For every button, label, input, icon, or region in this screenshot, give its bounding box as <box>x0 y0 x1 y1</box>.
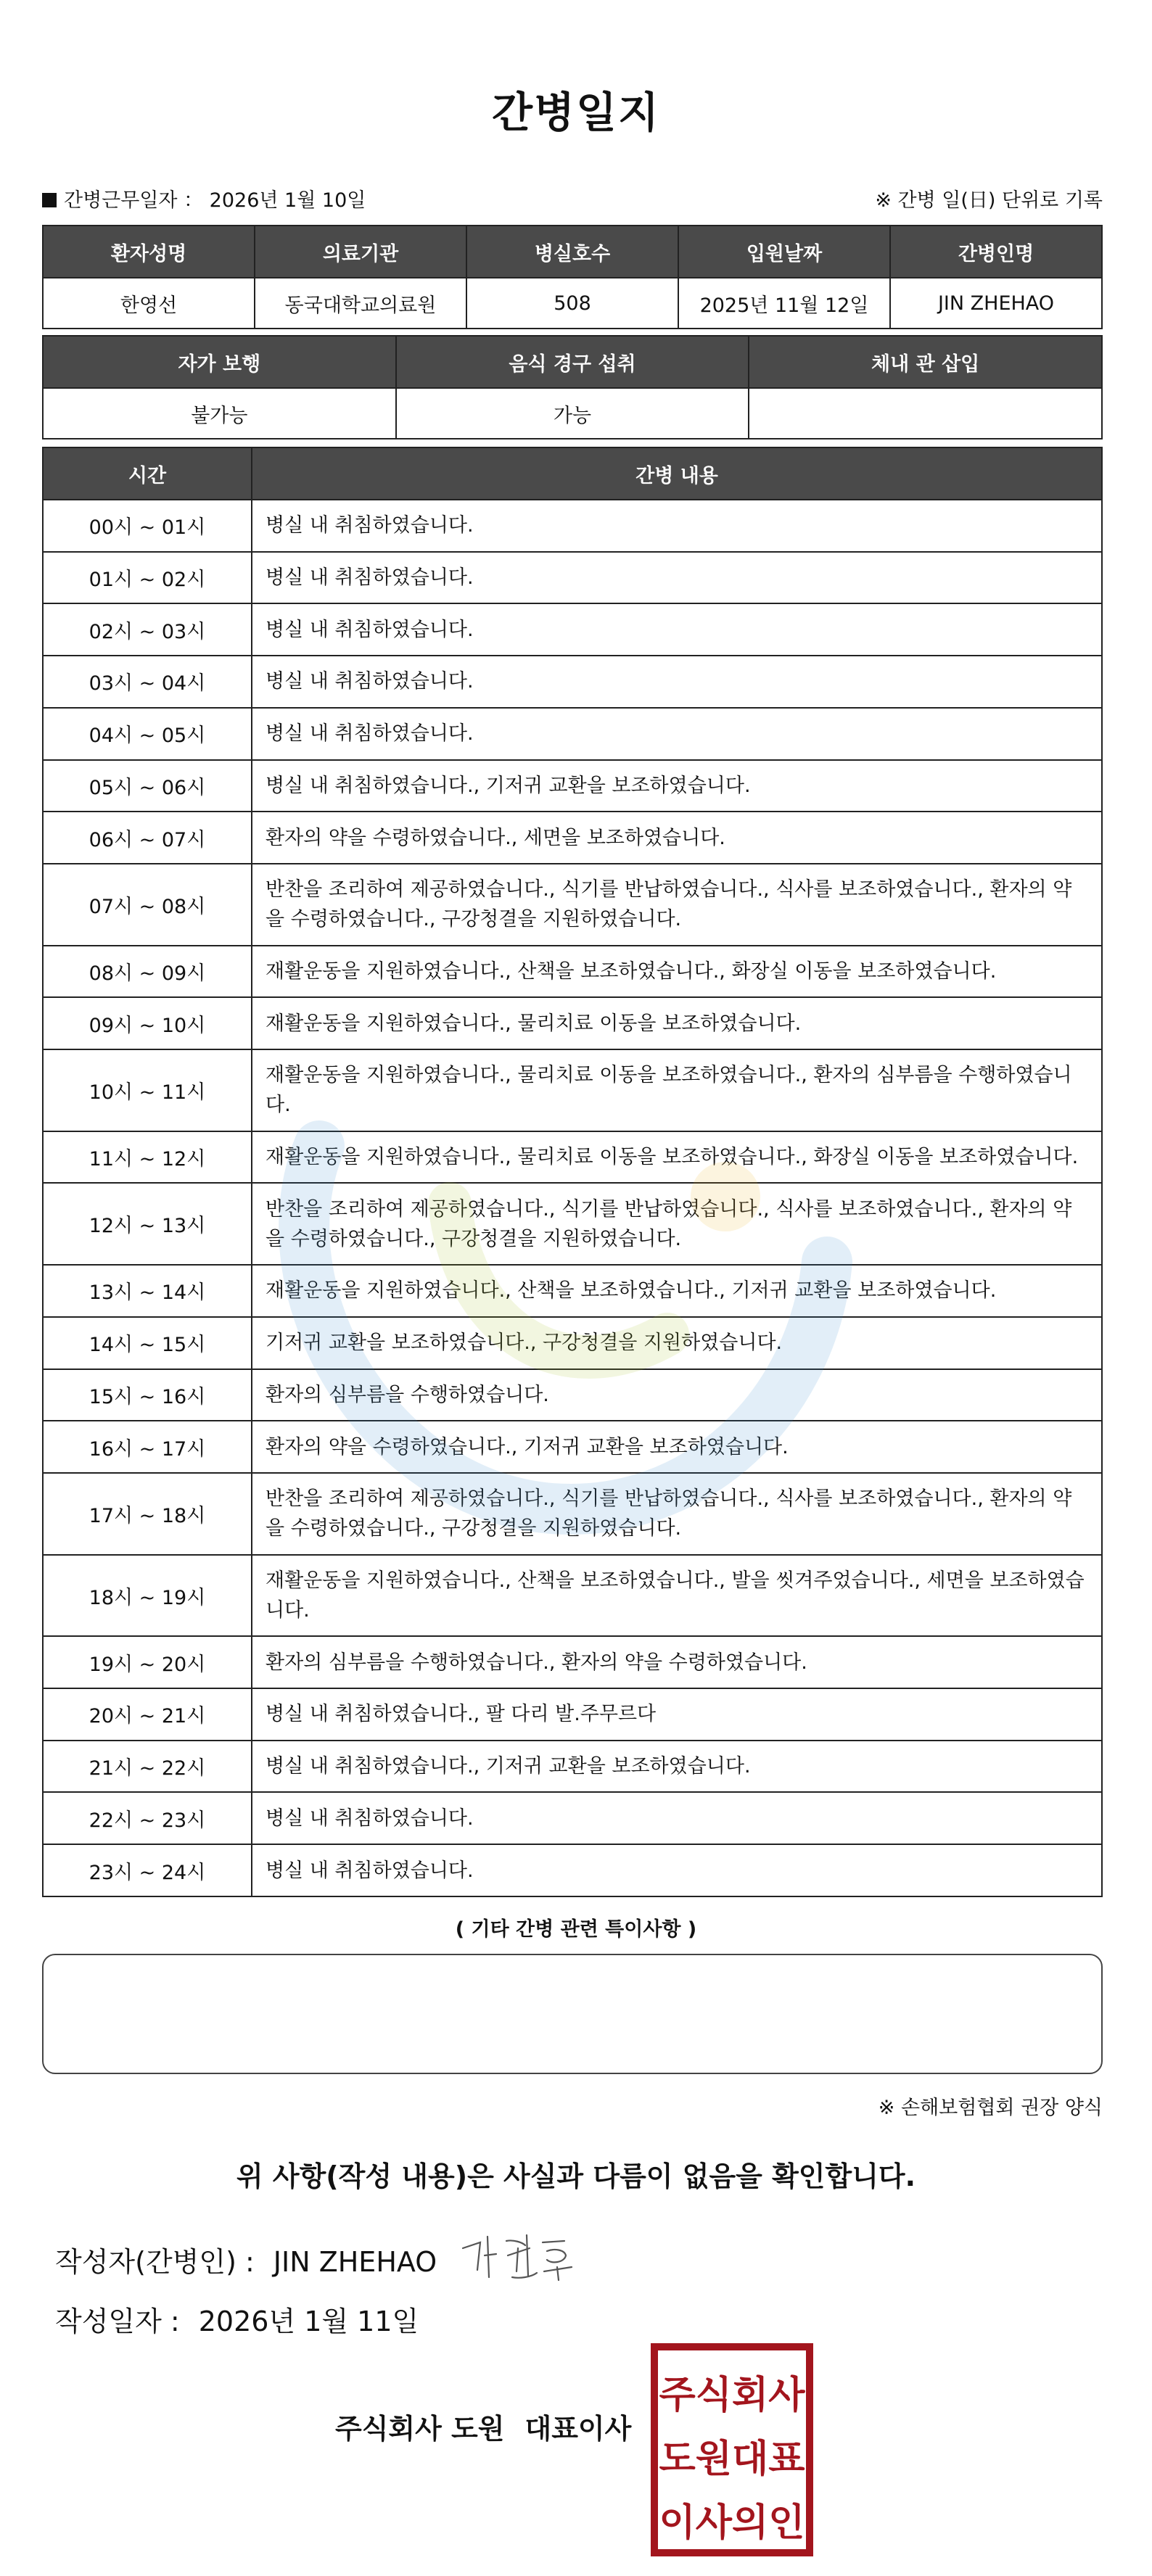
time-slot: 13시 ~ 14시 <box>43 1265 252 1317</box>
caregiver-name: JIN ZHEHAO <box>890 278 1102 329</box>
table-row <box>43 1131 1102 1184</box>
writer-label: 작성자(간병인) : <box>55 2246 255 2278</box>
table-row <box>43 997 1102 1049</box>
care-content: 병실 내 취침하였습니다. <box>252 656 1102 708</box>
time-slot: 04시 ~ 05시 <box>43 708 252 760</box>
table-row <box>43 1555 1102 1637</box>
company-name: 주식회사 도원 <box>335 2413 505 2445</box>
table-row <box>43 552 1102 604</box>
time-slot: 05시 ~ 06시 <box>43 760 252 812</box>
time-slot: 06시 ~ 07시 <box>43 812 252 864</box>
seal-line-1: 주식회사 <box>659 2374 805 2417</box>
time-slot: 03시 ~ 04시 <box>43 656 252 708</box>
time-slot: 18시 ~ 19시 <box>43 1555 252 1637</box>
care-content: 병실 내 취침하였습니다. <box>252 1792 1102 1844</box>
patient-name: 한영선 <box>43 278 255 329</box>
header-walking: 자가 보행 <box>43 336 396 388</box>
table-row <box>43 1688 1102 1741</box>
care-content: 재활운동을 지원하였습니다., 물리치료 이동을 보조하였습니다., 화장실 이동을 보조하였습니다. <box>252 1131 1102 1184</box>
care-content: 환자의 약을 수령하였습니다., 기저귀 교환을 보조하였습니다. <box>252 1421 1102 1473</box>
written-date-line <box>55 2299 419 2339</box>
room-number: 508 <box>466 278 678 329</box>
seal-line-2: 도원대표 <box>659 2437 805 2481</box>
care-content: 재활운동을 지원하였습니다., 물리치료 이동을 보조하였습니다. <box>252 997 1102 1049</box>
care-content: 환자의 약을 수령하였습니다., 세면을 보조하였습니다. <box>252 812 1102 864</box>
time-slot: 11시 ~ 12시 <box>43 1131 252 1184</box>
care-content: 반찬을 조리하여 제공하였습니다., 식기를 반납하였습니다., 식사를 보조하였습니다., 환자의 약을 수령하였습니다., 구강청결을 지원하였습니다. <box>252 864 1102 946</box>
time-slot: 14시 ~ 15시 <box>43 1317 252 1369</box>
header-tube: 체내 관 삽입 <box>749 336 1102 388</box>
table-row <box>43 864 1102 946</box>
care-content: 병실 내 취침하였습니다., 기저귀 교환을 보조하였습니다. <box>252 1741 1102 1793</box>
header-time: 시간 <box>43 447 252 500</box>
table-row <box>43 500 1102 552</box>
time-slot: 01시 ~ 02시 <box>43 552 252 604</box>
seal-line-3: 이사의인 <box>659 2501 805 2545</box>
time-slot: 09시 ~ 10시 <box>43 997 252 1049</box>
table-row <box>43 1183 1102 1265</box>
time-slot: 07시 ~ 08시 <box>43 864 252 946</box>
confirmation-statement: 위 사항(작성 내용)은 사실과 다름이 없음을 확인합니다. <box>236 2160 916 2192</box>
daily-record-note: ※ 간병 일(日) 단위로 기록 <box>875 189 1103 212</box>
header-patient-name: 환자성명 <box>43 226 255 278</box>
table-row <box>43 1317 1102 1369</box>
header-caregiver: 간병인명 <box>890 226 1102 278</box>
care-content: 재활운동을 지원하였습니다., 물리치료 이동을 보조하였습니다., 환자의 심부름을 수행하였습니다. <box>252 1049 1102 1131</box>
square-bullet-icon <box>42 193 57 207</box>
written-date-label: 작성일자 : <box>55 2305 180 2337</box>
work-date-label: 간병근무일자 ： <box>64 189 204 212</box>
patient-info-table <box>42 225 1103 329</box>
care-content: 병실 내 취침하였습니다. <box>252 1844 1102 1896</box>
care-content: 병실 내 취침하였습니다. <box>252 603 1102 656</box>
care-content: 환자의 심부름을 수행하였습니다. <box>252 1369 1102 1421</box>
hospital: 동국대학교의료원 <box>255 278 466 329</box>
time-slot: 12시 ~ 13시 <box>43 1183 252 1265</box>
written-date-value: 2026년 1월 11일 <box>198 2305 419 2337</box>
time-slot: 20시 ~ 21시 <box>43 1688 252 1741</box>
header-hospital: 의료기관 <box>255 226 466 278</box>
special-notes-box[interactable] <box>42 1954 1103 2074</box>
header-room: 병실호수 <box>466 226 678 278</box>
care-content: 환자의 심부름을 수행하였습니다., 환자의 약을 수령하였습니다. <box>252 1636 1102 1688</box>
time-slot: 08시 ~ 09시 <box>43 946 252 998</box>
care-content: 재활운동을 지원하였습니다., 산책을 보조하였습니다., 기저귀 교환을 보조하였습니다. <box>252 1265 1102 1317</box>
page-title: 간병일지 <box>491 88 661 137</box>
company-seal-image <box>650 2342 814 2557</box>
company-line <box>335 2406 631 2446</box>
writer-line <box>55 2239 437 2279</box>
table-row <box>43 603 1102 656</box>
care-content: 재활운동을 지원하였습니다., 산책을 보조하였습니다., 발을 씻겨주었습니다., 세면을 보조하였습니다. <box>252 1555 1102 1637</box>
time-slot: 17시 ~ 18시 <box>43 1473 252 1555</box>
writer-name: JIN ZHEHAO <box>273 2246 437 2278</box>
care-content: 기저귀 교환을 보조하였습니다., 구강청결을 지원하였습니다. <box>252 1317 1102 1369</box>
table-row <box>43 1636 1102 1688</box>
table-row <box>43 946 1102 998</box>
time-slot: 23시 ~ 24시 <box>43 1844 252 1896</box>
care-content: 병실 내 취침하였습니다. <box>252 552 1102 604</box>
care-content: 재활운동을 지원하였습니다., 산책을 보조하였습니다., 화장실 이동을 보조하였습니다. <box>252 946 1102 998</box>
table-row <box>43 1049 1102 1131</box>
header-oral-intake: 음식 경구 섭취 <box>396 336 749 388</box>
time-slot: 21시 ~ 22시 <box>43 1741 252 1793</box>
recommended-form-note: ※ 손해보험협회 권장 양식 <box>878 2097 1103 2119</box>
work-date-row <box>42 184 1103 213</box>
table-row <box>43 812 1102 864</box>
care-content: 병실 내 취침하였습니다., 기저귀 교환을 보조하였습니다. <box>252 760 1102 812</box>
time-slot: 15시 ~ 16시 <box>43 1369 252 1421</box>
special-notes-title: ( 기타 간병 관련 특이사항 ) <box>455 1918 697 1941</box>
header-admission-date: 입원날짜 <box>678 226 890 278</box>
care-content: 반찬을 조리하여 제공하였습니다., 식기를 반납하였습니다., 식사를 보조하였습니다., 환자의 약을 수령하였습니다., 구강청결을 지원하였습니다. <box>252 1183 1102 1265</box>
time-slot: 16시 ~ 17시 <box>43 1421 252 1473</box>
work-date-value: 2026년 1월 10일 <box>209 189 366 212</box>
time-slot: 22시 ~ 23시 <box>43 1792 252 1844</box>
walking-value: 불가능 <box>43 388 396 439</box>
time-slot: 00시 ~ 01시 <box>43 500 252 552</box>
work-date <box>42 184 366 212</box>
care-content: 병실 내 취침하였습니다. <box>252 708 1102 760</box>
signature-image <box>456 2226 586 2292</box>
time-slot: 10시 ~ 11시 <box>43 1049 252 1131</box>
oral-intake-value: 가능 <box>396 388 749 439</box>
company-rep-title: 대표이사 <box>524 2413 632 2445</box>
table-row <box>43 760 1102 812</box>
table-row <box>43 656 1102 708</box>
admission-date: 2025년 11월 12일 <box>678 278 890 329</box>
care-content: 반찬을 조리하여 제공하였습니다., 식기를 반납하였습니다., 식사를 보조하였습니다., 환자의 약을 수령하였습니다., 구강청결을 지원하였습니다. <box>252 1473 1102 1555</box>
table-row <box>43 1473 1102 1555</box>
table-row <box>43 1369 1102 1421</box>
time-slot: 19시 ~ 20시 <box>43 1636 252 1688</box>
tube-value <box>749 388 1102 439</box>
table-row <box>43 1421 1102 1473</box>
table-row <box>43 1741 1102 1793</box>
time-slot: 02시 ~ 03시 <box>43 603 252 656</box>
care-log-table <box>42 447 1103 1897</box>
table-row <box>43 1792 1102 1844</box>
table-row <box>43 708 1102 760</box>
patient-status-table <box>42 335 1103 439</box>
care-content: 병실 내 취침하였습니다., 팔 다리 발.주무르다 <box>252 1688 1102 1741</box>
care-log-body <box>43 500 1102 1896</box>
table-row <box>43 1265 1102 1317</box>
care-content: 병실 내 취침하였습니다. <box>252 500 1102 552</box>
table-row <box>43 1844 1102 1896</box>
header-care-content: 간병 내용 <box>252 447 1102 500</box>
